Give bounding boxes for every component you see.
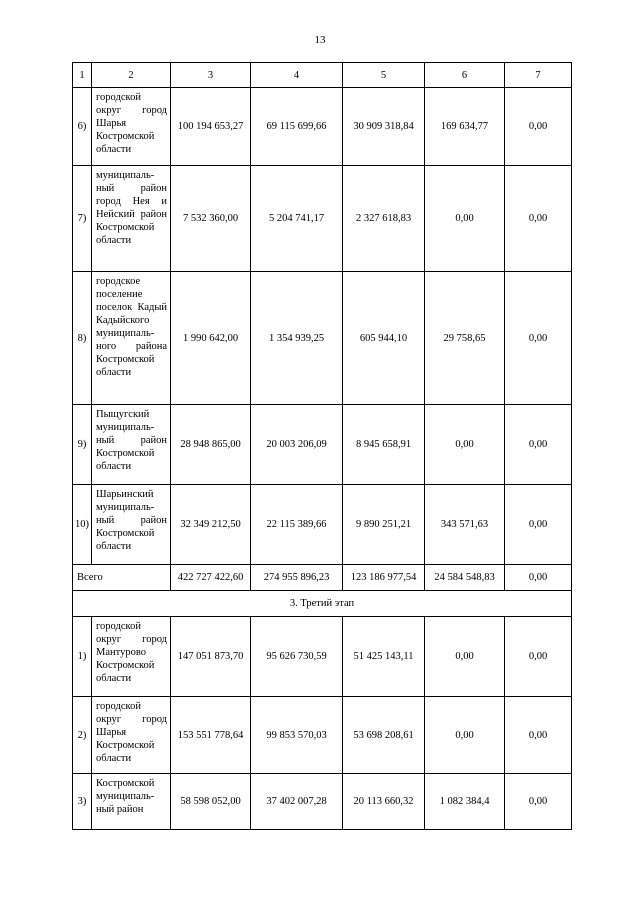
cell-col6: 29 758,65 [425, 272, 505, 405]
row-name: городской округ город Мантурово Костромской области [92, 617, 171, 697]
row-index: 3) [73, 774, 92, 830]
column-header: 1 [73, 63, 92, 88]
cell-col7: 0,00 [505, 88, 572, 166]
row-index: 9) [73, 405, 92, 485]
row-name: муниципаль-ный район город Нея и Нейский район Костромской области [92, 166, 171, 272]
cell-col3: 1 990 642,00 [171, 272, 251, 405]
column-header: 2 [92, 63, 171, 88]
cell-col7: 0,00 [505, 617, 572, 697]
cell-col4: 20 003 206,09 [251, 405, 343, 485]
row-name: городское поселение поселок Кадый Кадыйского муниципаль-ного района Костромской области [92, 272, 171, 405]
cell-col6: 169 634,77 [425, 88, 505, 166]
row-name: городской округ город Шарья Костромской области [92, 88, 171, 166]
cell-col5: 8 945 658,91 [343, 405, 425, 485]
table-row [73, 166, 572, 272]
section-row [73, 591, 572, 617]
cell-col3: 7 532 360,00 [171, 166, 251, 272]
cell-col5: 9 890 251,21 [343, 485, 425, 565]
total-col4: 274 955 896,23 [251, 565, 343, 591]
cell-col7: 0,00 [505, 405, 572, 485]
cell-col5: 2 327 618,83 [343, 166, 425, 272]
data-table [72, 62, 572, 830]
cell-col4: 22 115 389,66 [251, 485, 343, 565]
table-row [73, 774, 572, 830]
cell-col3: 153 551 778,64 [171, 697, 251, 774]
row-index: 2) [73, 697, 92, 774]
cell-col3: 147 051 873,70 [171, 617, 251, 697]
cell-col4: 37 402 007,28 [251, 774, 343, 830]
cell-col5: 20 113 660,32 [343, 774, 425, 830]
header-row [73, 63, 572, 88]
table-row [73, 88, 572, 166]
row-index: 10) [73, 485, 92, 565]
cell-col5: 53 698 208,61 [343, 697, 425, 774]
table-row [73, 485, 572, 565]
table-row [73, 272, 572, 405]
column-header: 5 [343, 63, 425, 88]
total-col7: 0,00 [505, 565, 572, 591]
cell-col4: 1 354 939,25 [251, 272, 343, 405]
cell-col3: 100 194 653,27 [171, 88, 251, 166]
cell-col3: 28 948 865,00 [171, 405, 251, 485]
row-name: Костромской муниципаль-ный район [92, 774, 171, 830]
cell-col6: 0,00 [425, 166, 505, 272]
row-name: Пыщугский муниципаль-ный район Костромской области [92, 405, 171, 485]
table-row [73, 405, 572, 485]
cell-col6: 343 571,63 [425, 485, 505, 565]
total-col5: 123 186 977,54 [343, 565, 425, 591]
cell-col6: 0,00 [425, 697, 505, 774]
row-name: городской округ город Шарья Костромской области [92, 697, 171, 774]
row-index: 8) [73, 272, 92, 405]
cell-col6: 0,00 [425, 617, 505, 697]
cell-col4: 95 626 730,59 [251, 617, 343, 697]
cell-col5: 51 425 143,11 [343, 617, 425, 697]
cell-col4: 5 204 741,17 [251, 166, 343, 272]
column-header: 3 [171, 63, 251, 88]
table-row [73, 697, 572, 774]
column-header: 7 [505, 63, 572, 88]
total-row [73, 565, 572, 591]
column-header: 6 [425, 63, 505, 88]
total-label: Всего [73, 565, 171, 591]
total-col3: 422 727 422,60 [171, 565, 251, 591]
cell-col7: 0,00 [505, 697, 572, 774]
cell-col6: 0,00 [425, 405, 505, 485]
cell-col7: 0,00 [505, 272, 572, 405]
cell-col7: 0,00 [505, 774, 572, 830]
page-number: 13 [314, 34, 326, 46]
row-name: Шарьинский муниципаль-ный район Костромской области [92, 485, 171, 565]
cell-col5: 30 909 318,84 [343, 88, 425, 166]
row-index: 6) [73, 88, 92, 166]
cell-col5: 605 944,10 [343, 272, 425, 405]
column-header: 4 [251, 63, 343, 88]
cell-col6: 1 082 384,4 [425, 774, 505, 830]
row-index: 1) [73, 617, 92, 697]
row-index: 7) [73, 166, 92, 272]
cell-col4: 99 853 570,03 [251, 697, 343, 774]
section-title: 3. Третий этап [73, 591, 572, 617]
cell-col3: 58 598 052,00 [171, 774, 251, 830]
table-row [73, 617, 572, 697]
total-col6: 24 584 548,83 [425, 565, 505, 591]
cell-col4: 69 115 699,66 [251, 88, 343, 166]
cell-col7: 0,00 [505, 166, 572, 272]
cell-col7: 0,00 [505, 485, 572, 565]
cell-col3: 32 349 212,50 [171, 485, 251, 565]
